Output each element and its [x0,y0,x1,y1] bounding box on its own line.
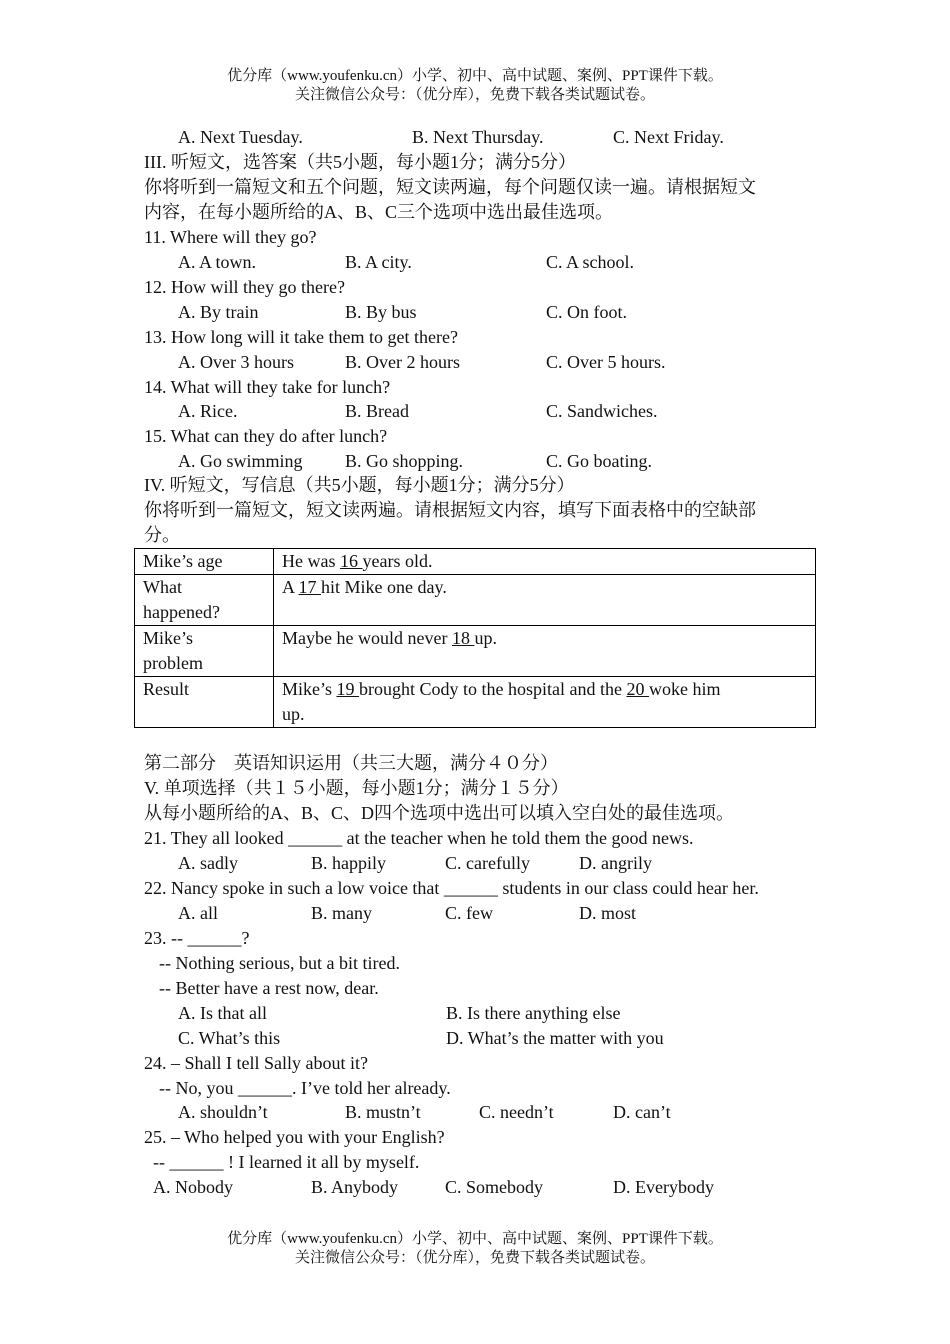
q21-option-c: C. carefully [445,853,530,873]
q24-option-d: D. can’t [613,1102,671,1122]
section5-instructions: 从每小题所给的A、B、C、D四个选项中选出可以填入空白处的最佳选项。 [144,803,735,823]
q21-stem: 21. They all looked ______ at the teacher when he told them the good news. [144,828,694,848]
section4-instructions-2: 分。 [144,525,180,545]
q15-option-c: C. Go boating. [546,451,652,471]
q21-option-b: B. happily [311,853,386,873]
q15-stem: 15. What can they do after lunch? [144,426,388,446]
q22-option-d: D. most [579,903,637,923]
q23-option-c: C. What’s this [178,1028,281,1048]
footer-line-2: 关注微信公众号：（优分库），免费下载各类试题试卷。 [294,1250,655,1266]
section4-instructions-1: 你将听到一篇短文，短文读两遍。请根据短文内容，填写下面表格中的空缺部 [144,500,756,520]
q21-option-a: A. sadly [178,853,238,873]
q22-stem: 22. Nancy spoke in such a low voice that ______ students in our class could hear her. [144,878,759,898]
q10-option-c: C. Next Friday. [613,127,724,147]
section5-title: V. 单项选择（共１５小题，每小题1分；满分１５分） [144,778,569,798]
header-line-2: 关注微信公众号：（优分库），免费下载各类试题试卷。 [294,87,655,103]
q23-option-d: D. What’s the matter with you [446,1028,664,1048]
blank-20: 20 [626,679,649,699]
q15-option-a: A. Go swimming [178,451,303,471]
info-table [134,548,816,728]
blank-17: 17 [298,577,322,597]
q10-option-a: A. Next Tuesday. [178,127,303,147]
q11-option-b: B. A city. [345,252,412,272]
q13-option-a: A. Over 3 hours [178,352,294,372]
row-label-happened: What happened? [135,575,274,626]
q25-option-b: B. Anybody [311,1177,399,1197]
blank-19: 19 [336,679,360,699]
table-row [135,677,816,728]
q13-option-c: C. Over 5 hours. [546,352,666,372]
q22-option-c: C. few [445,903,493,923]
q24-option-c: C. needn’t [479,1102,554,1122]
q13-stem: 13. How long will it take them to get there? [144,327,458,347]
q12-option-b: B. By bus [345,302,417,322]
q12-option-c: C. On foot. [546,302,627,322]
q14-option-c: C. Sandwiches. [546,401,658,421]
q10-option-b: B. Next Thursday. [412,127,544,147]
q21-option-d: D. angrily [579,853,652,873]
q11-option-a: A. A town. [178,252,257,272]
q11-stem: 11. Where will they go? [144,227,317,247]
row-content-problem: Maybe he would never 18 up. [274,626,816,677]
row-label-problem: Mike’s problem [135,626,274,677]
q12-stem: 12. How will they go there? [144,277,345,297]
q14-stem: 14. What will they take for lunch? [144,377,391,397]
q24-dialogue-2: -- No, you ______. I’ve told her already. [159,1078,451,1098]
q23-option-b: B. Is there anything else [446,1003,621,1023]
q22-option-b: B. many [311,903,372,923]
footer-line-1: 优分库（www.youfenku.cn）小学、初中、高中试题、案例、PPT课件下载。 [227,1231,723,1247]
q11-option-c: C. A school. [546,252,635,272]
section3-title: III. 听短文，选答案（共5小题，每小题1分；满分5分） [144,152,576,172]
q13-option-b: B. Over 2 hours [345,352,460,372]
q25-option-c: C. Somebody [445,1177,544,1197]
row-label-result: Result [135,677,274,728]
q24-option-b: B. mustn’t [345,1102,421,1122]
q25-option-a: A. Nobody [153,1177,233,1197]
q23-stem: 23. -- ______? [144,928,250,948]
q25-stem: 25. – Who helped you with your English? [144,1127,445,1147]
section3-instructions-2: 内容，在每小题所给的A、B、C三个选项中选出最佳选项。 [144,202,614,222]
q25-option-d: D. Everybody [613,1177,714,1197]
blank-18: 18 [451,628,475,648]
q22-option-a: A. all [178,903,218,923]
section3-instructions-1: 你将听到一篇短文和五个问题，短文读两遍，每个问题仅读一遍。请根据短文 [144,177,756,197]
part2-title: 第二部分 英语知识运用（共三大题，满分４０分） [144,753,558,773]
section4-title: IV. 听短文，写信息（共5小题，每小题1分；满分5分） [144,475,575,495]
q24-stem: 24. – Shall I tell Sally about it? [144,1053,368,1073]
q12-option-a: A. By train [178,302,259,322]
q24-option-a: A. shouldn’t [178,1102,268,1122]
row-content-age: He was 16 years old. [274,549,816,575]
table-row [135,549,816,575]
q23-option-a: A. Is that all [178,1003,267,1023]
row-content-happened: A 17 hit Mike one day. [274,575,816,626]
q14-option-a: A. Rice. [178,401,238,421]
header-line-1: 优分库（www.youfenku.cn）小学、初中、高中试题、案例、PPT课件下载。 [227,68,723,84]
row-content-result: Mike’s 19 brought Cody to the hospital and the 20 woke him up. [274,677,816,728]
q25-dialogue-2: -- ______ ! I learned it all by myself. [153,1152,420,1172]
table-row [135,575,816,626]
row-label-age: Mike’s age [135,549,274,575]
q14-option-b: B. Bread [345,401,409,421]
q15-option-b: B. Go shopping. [345,451,464,471]
table-row [135,626,816,677]
q23-dialogue-2: -- Nothing serious, but a bit tired. [159,953,400,973]
q23-dialogue-3: -- Better have a rest now, dear. [159,978,379,998]
blank-16: 16 [339,551,363,571]
